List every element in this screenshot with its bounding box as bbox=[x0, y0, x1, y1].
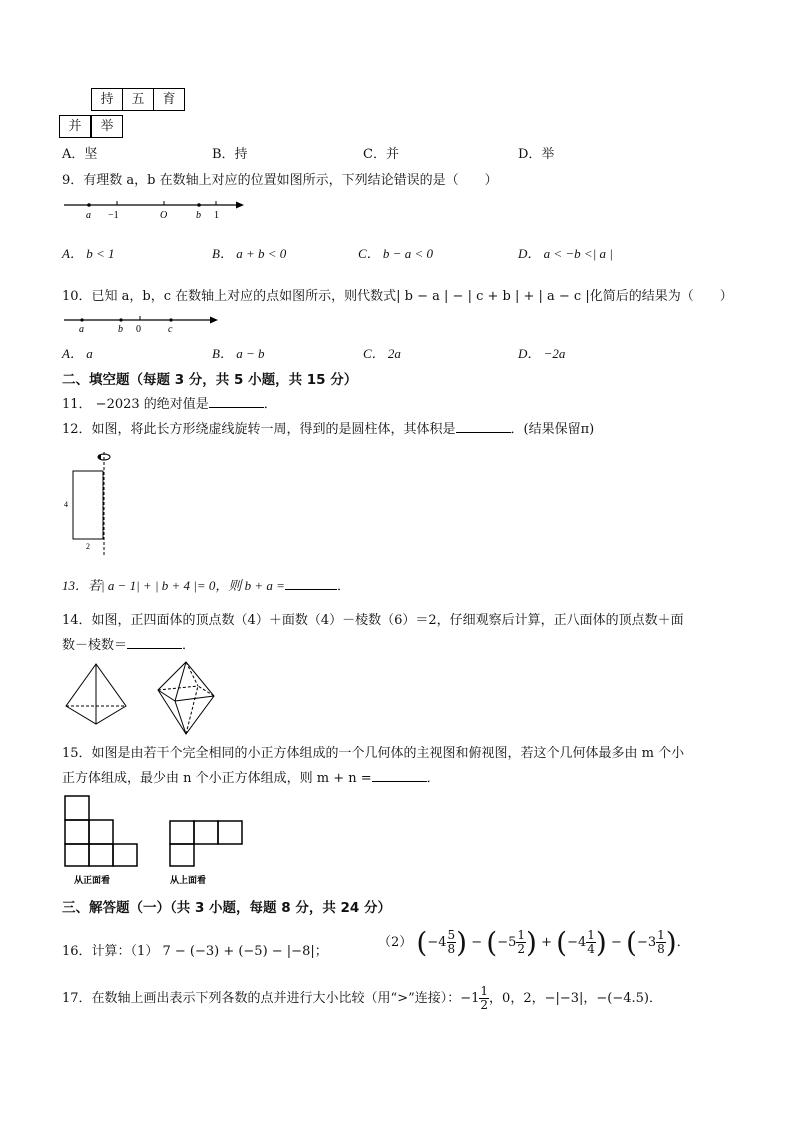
front-view bbox=[65, 796, 137, 866]
q8-option-d[interactable]: D．举 bbox=[518, 147, 555, 162]
view-label: 从正面看 bbox=[74, 875, 111, 885]
top-view bbox=[170, 821, 242, 866]
q14-answer-blank[interactable] bbox=[127, 648, 182, 649]
q11-end: ． bbox=[263, 397, 277, 412]
fraction: $\frac{1}{4}$ bbox=[587, 928, 595, 956]
octahedron-figure bbox=[158, 662, 214, 734]
q8-option-c[interactable]: C．并 bbox=[363, 147, 399, 162]
dim-label: 2 bbox=[86, 542, 90, 551]
q13-stem: 13．若| a − 1| + | b + 4 |= 0，则 b + a = bbox=[62, 578, 285, 593]
q10-number-line bbox=[62, 312, 222, 334]
net-cell: 举 bbox=[91, 115, 123, 138]
q15-line2 bbox=[62, 767, 440, 786]
net-cell: 育 bbox=[153, 88, 185, 111]
net-cell: 持 bbox=[91, 88, 123, 111]
net-cell: 五 bbox=[122, 88, 154, 111]
q9-text: 9．有理数 a，b 在数轴上对应的位置如图所示，下列结论错误的是（ ） bbox=[62, 173, 498, 188]
q11-text bbox=[62, 393, 277, 412]
q12-stem: 12．如图，将此长方形绕虚线旋转一周，得到的是圆柱体，其体积是 bbox=[62, 422, 456, 437]
axis-label: b bbox=[118, 324, 123, 334]
q14-line2 bbox=[62, 634, 195, 653]
fraction: $\frac{1}{8}$ bbox=[657, 928, 665, 956]
axis-label: O bbox=[160, 210, 168, 221]
q17-stem: 17．在数轴上画出表示下列各数的点并进行大小比较（用“>”连接）： bbox=[62, 991, 461, 1006]
axis-label: 0 bbox=[136, 324, 141, 334]
axis-label: c bbox=[168, 324, 173, 334]
q13-end: ． bbox=[336, 579, 350, 594]
fraction: $\frac{1}{2}$ bbox=[480, 984, 489, 1012]
q15-line1: 15．如图是由若干个完全相同的小正方体组成的一个几何体的主视图和俯视图，若这个几何体最多由 m 个小 bbox=[62, 746, 685, 761]
section-heading: 二、填空题（每题 3 分，共 5 小题，共 15 分） bbox=[62, 372, 358, 388]
q15-end: ． bbox=[426, 771, 440, 786]
q8-option-a[interactable]: A．坚 bbox=[62, 147, 98, 162]
q13-text bbox=[62, 575, 350, 594]
dim-label: 4 bbox=[64, 500, 68, 509]
q11-stem: 11． −2023 的绝对值是 bbox=[62, 397, 209, 412]
fraction: $\frac{5}{8}$ bbox=[447, 928, 456, 956]
q16-part2: （2） (−4 $\frac{5}{8}$ ) − (−5 $\frac{1}{2}$ ) + (−4 $\frac{1}{4}$ ) − (−3 $\frac{1}{8}$ )． bbox=[378, 926, 690, 959]
q12-text bbox=[62, 418, 594, 437]
q14-polyhedra-figures bbox=[62, 660, 222, 740]
net-cell: 并 bbox=[59, 115, 91, 138]
q12-end: ．(结果保留π) bbox=[510, 422, 595, 437]
q10-text: 10．已知 a，b，c 在数轴上对应的点如图所示，则代数式| b − a | − | c + b | + | a − c |化简后的结果为（ ） bbox=[62, 289, 733, 304]
view-label: 从上面看 bbox=[170, 875, 207, 885]
axis-label: −1 bbox=[108, 210, 119, 221]
q17-text: 17．在数轴上画出表示下列各数的点并进行大小比较（用“>”连接）：−1 $\frac{1}{2}$ ，0，2，−|−3|，−(−4.5)． bbox=[62, 984, 663, 1012]
q15-views-figure bbox=[62, 793, 252, 888]
fraction: $\frac{1}{2}$ bbox=[517, 928, 526, 956]
q9-option-c[interactable]: C． b − a < 0 bbox=[358, 246, 433, 261]
tetrahedron-figure bbox=[66, 664, 126, 724]
q12-rectangle-figure bbox=[62, 447, 117, 559]
q16-part1: 16．计算：（1） 7 − (−3) + (−5) − |−8|； bbox=[62, 944, 328, 959]
q9-option-b[interactable]: B． a + b < 0 bbox=[212, 246, 287, 261]
q14-stem: 数－棱数＝ bbox=[62, 638, 128, 653]
q9-option-d[interactable]: D． a < −b <| a | bbox=[518, 246, 613, 261]
q15-answer-blank[interactable] bbox=[372, 781, 427, 782]
q10-option-d[interactable]: D． −2a bbox=[518, 346, 566, 361]
q15-stem: 正方体组成，最少由 n 个小正方体组成，则 m + n = bbox=[62, 771, 372, 786]
axis-label: a bbox=[86, 210, 91, 221]
q10-option-b[interactable]: B． a − b bbox=[212, 346, 265, 361]
q11-answer-blank[interactable] bbox=[209, 407, 264, 408]
axis-label: b bbox=[196, 210, 201, 221]
q10-option-a[interactable]: A． a bbox=[62, 346, 93, 361]
q10-option-c[interactable]: C． 2a bbox=[363, 346, 401, 361]
axis-label: a bbox=[79, 324, 84, 334]
q13-answer-blank[interactable] bbox=[285, 589, 337, 590]
q12-answer-blank[interactable] bbox=[456, 432, 511, 433]
q14-line1: 14．如图，正四面体的顶点数（4）＋面数（4）－棱数（6）＝2，仔细观察后计算，正八面体的顶点数＋面 bbox=[62, 613, 684, 628]
q9-number-line bbox=[62, 195, 247, 221]
q16-part2-label: （2） bbox=[378, 935, 413, 950]
axis-label: 1 bbox=[214, 210, 219, 221]
q14-end: ． bbox=[182, 638, 196, 653]
q8-option-b[interactable]: B．持 bbox=[212, 147, 248, 162]
q9-option-a[interactable]: A． b < 1 bbox=[62, 246, 115, 261]
section-heading: 三、解答题（一）（共 3 小题，每题 8 分，共 24 分） bbox=[62, 900, 392, 916]
